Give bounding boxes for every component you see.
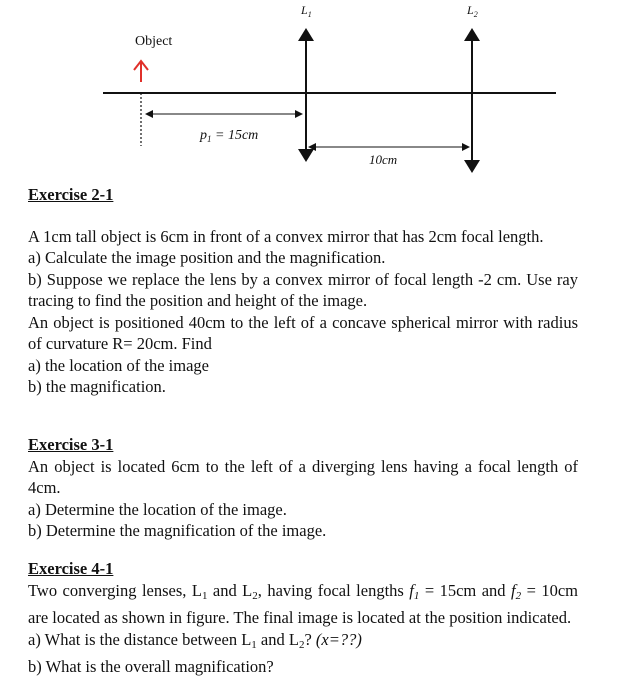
lens-1 [298,28,314,162]
exercise-3-1-intro: An object is located 6cm to the left of a diverging lens having a focal length of 4cm. [28,456,578,497]
exercise-2-1-heading: Exercise 2-1 [28,185,114,204]
exercise-2-1-question-d: b) the magnification. [28,377,166,396]
exercise-4-1 [28,558,578,678]
exercise-2-1-intro: A 1cm tall object is 6cm in front of a convex mirror that has 2cm focal length. [28,226,544,246]
exercise-3-1-question-a: a) Determine the location of the image. [28,499,287,519]
exercise-4-1-question-a: a) What is the distance between $L_1$ and $L_2$? (x=??) [28,629,362,651]
gap-label: 10cm [369,152,398,167]
exercise-4-1-intro: Two converging lenses, $L_1$ and $L_2$, having focal lengths $f_1 = 15cm$ and $f_2 = 10cm$ are located as shown in figure. The final image is located at the position indicated. [28,580,578,627]
exercise-2-1-question-a: a) Calculate the image position and the magnification. [28,248,386,267]
exercise-2-1-question-b: b) Suppose we replace the lens by a convex mirror of focal length -2 cm. Use ray tracing to find the position and height of the image. [28,269,578,310]
object-label: Object [135,34,173,49]
object-arrow [134,61,148,82]
exercise-4-1-heading: Exercise 4-1 [28,559,114,578]
lens-2 [464,28,480,173]
lens-2-label: $L_2$ [467,3,478,19]
exercise-2-1 [28,184,578,398]
exercise-4-1-question-b: b) What is the overall magnification? [28,657,274,676]
lens-diagram [0,0,633,185]
p1-dimension-arrow [145,110,303,118]
gap-dimension-arrow [308,143,470,151]
exercise-3-1-heading: Exercise 3-1 [28,435,114,454]
lens-1-label: $L_1$ [301,3,312,19]
exercise-3-1 [28,434,578,542]
exercise-2-1-intro-2: An object is positioned 40cm to the left of a concave spherical mirror with radius of curvature R= 20cm. Find [28,312,578,353]
p1-label: $p_1 = 15cm$ [200,128,259,144]
exercise-3-1-question-b: b) Determine the magnification of the image. [28,521,327,540]
exercise-2-1-question-c: a) the location of the image [28,355,209,375]
